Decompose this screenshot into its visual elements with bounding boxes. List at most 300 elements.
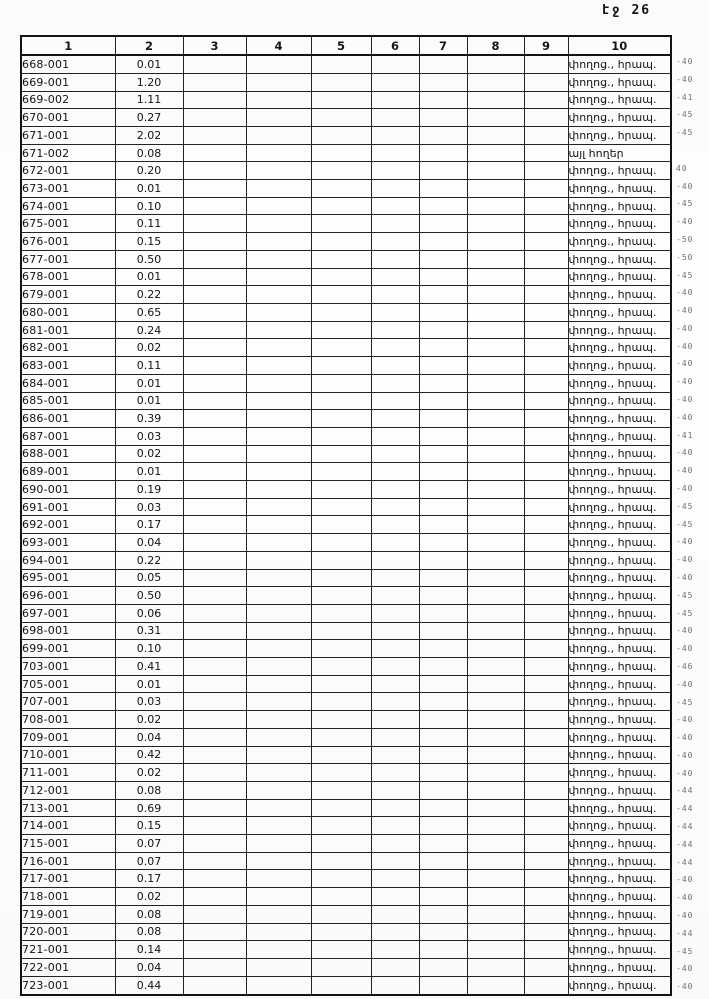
cell-parcel-code: 719-001	[21, 905, 115, 923]
cell-parcel-code: 715-001	[21, 835, 115, 853]
cell-empty	[524, 445, 568, 463]
cell-land-use: փողոց., հրապ.	[568, 410, 671, 428]
cell-empty	[419, 91, 467, 109]
cell-land-use: փողոց., հրապ.	[568, 534, 671, 552]
cell-parcel-code: 720-001	[21, 923, 115, 941]
land-register-table	[20, 35, 672, 996]
cell-empty	[246, 693, 311, 711]
cell-empty	[246, 73, 311, 91]
cell-land-use: փողոց., հրապ.	[568, 711, 671, 729]
table-row	[21, 941, 671, 959]
cell-land-use: փողոց., հրապ.	[568, 321, 671, 339]
cell-parcel-code: 718-001	[21, 888, 115, 906]
cell-empty	[524, 888, 568, 906]
cell-empty	[311, 976, 371, 995]
table-row	[21, 516, 671, 534]
cell-empty	[419, 888, 467, 906]
cell-empty	[246, 516, 311, 534]
cell-empty	[467, 197, 524, 215]
cell-area-value: 0.10	[115, 197, 183, 215]
cell-empty	[246, 268, 311, 286]
cell-area-value: 0.65	[115, 303, 183, 321]
cell-area-value: 0.02	[115, 888, 183, 906]
cell-empty	[183, 286, 246, 304]
cell-empty	[371, 197, 419, 215]
cell-empty	[524, 463, 568, 481]
cell-empty	[524, 746, 568, 764]
cell-empty	[467, 73, 524, 91]
cell-empty	[419, 55, 467, 73]
cell-empty	[246, 923, 311, 941]
cell-area-value: 0.03	[115, 498, 183, 516]
margin-note: -40	[676, 181, 694, 191]
cell-empty	[524, 250, 568, 268]
cell-empty	[467, 569, 524, 587]
cell-empty	[183, 658, 246, 676]
cell-land-use: փողոց., հրապ.	[568, 233, 671, 251]
cell-empty	[419, 233, 467, 251]
cell-area-value: 0.17	[115, 870, 183, 888]
cell-empty	[524, 658, 568, 676]
cell-parcel-code: 722-001	[21, 959, 115, 977]
cell-empty	[419, 126, 467, 144]
cell-empty	[183, 233, 246, 251]
cell-empty	[467, 498, 524, 516]
cell-empty	[311, 250, 371, 268]
cell-parcel-code: 671-001	[21, 126, 115, 144]
cell-empty	[524, 870, 568, 888]
cell-empty	[371, 817, 419, 835]
cell-area-value: 0.22	[115, 551, 183, 569]
cell-land-use: փողոց., հրապ.	[568, 817, 671, 835]
cell-empty	[419, 693, 467, 711]
cell-empty	[419, 498, 467, 516]
cell-empty	[467, 445, 524, 463]
cell-empty	[524, 126, 568, 144]
cell-empty	[467, 233, 524, 251]
cell-empty	[246, 498, 311, 516]
cell-empty	[467, 888, 524, 906]
cell-land-use: փողոց., հրապ.	[568, 268, 671, 286]
cell-empty	[419, 728, 467, 746]
cell-empty	[246, 888, 311, 906]
cell-land-use: փողոց., հրապ.	[568, 427, 671, 445]
cell-parcel-code: 693-001	[21, 534, 115, 552]
cell-empty	[246, 658, 311, 676]
cell-empty	[183, 126, 246, 144]
cell-empty	[524, 764, 568, 782]
cell-empty	[311, 693, 371, 711]
cell-empty	[183, 321, 246, 339]
cell-empty	[419, 73, 467, 91]
cell-empty	[371, 233, 419, 251]
cell-empty	[183, 427, 246, 445]
cell-empty	[419, 481, 467, 499]
cell-empty	[371, 303, 419, 321]
column-header-4: 4	[246, 36, 311, 55]
cell-empty	[524, 73, 568, 91]
table-row	[21, 817, 671, 835]
table-row	[21, 144, 671, 162]
cell-empty	[183, 587, 246, 605]
cell-empty	[246, 835, 311, 853]
margin-note: -41	[676, 92, 694, 102]
margin-note: -50	[676, 234, 694, 244]
cell-area-value: 0.10	[115, 640, 183, 658]
cell-empty	[183, 675, 246, 693]
cell-empty	[419, 374, 467, 392]
cell-empty	[246, 551, 311, 569]
cell-empty	[524, 959, 568, 977]
cell-empty	[467, 215, 524, 233]
cell-land-use: փողոց., հրապ.	[568, 215, 671, 233]
table-row	[21, 286, 671, 304]
cell-empty	[524, 91, 568, 109]
cell-empty	[183, 91, 246, 109]
cell-empty	[371, 215, 419, 233]
margin-note: -40	[676, 412, 694, 422]
cell-empty	[246, 392, 311, 410]
cell-empty	[524, 55, 568, 73]
cell-empty	[246, 799, 311, 817]
table-row	[21, 569, 671, 587]
cell-empty	[371, 675, 419, 693]
cell-empty	[524, 180, 568, 198]
cell-empty	[419, 410, 467, 428]
margin-note: -41	[676, 430, 694, 440]
cell-empty	[246, 463, 311, 481]
cell-empty	[467, 109, 524, 127]
cell-land-use: փողոց., հրապ.	[568, 126, 671, 144]
cell-empty	[467, 746, 524, 764]
cell-empty	[419, 339, 467, 357]
margin-annotations	[676, 53, 706, 996]
table-row	[21, 357, 671, 375]
cell-empty	[311, 339, 371, 357]
cell-empty	[419, 357, 467, 375]
cell-land-use: փողոց., հրապ.	[568, 91, 671, 109]
column-header-8: 8	[467, 36, 524, 55]
cell-empty	[183, 905, 246, 923]
margin-note: -40	[676, 893, 694, 903]
cell-land-use: փողոց., հրապ.	[568, 250, 671, 268]
cell-empty	[524, 498, 568, 516]
cell-land-use: այլ հողեր	[568, 144, 671, 162]
cell-empty	[311, 587, 371, 605]
cell-empty	[524, 923, 568, 941]
cell-empty	[467, 959, 524, 977]
cell-parcel-code: 680-001	[21, 303, 115, 321]
cell-empty	[183, 976, 246, 995]
cell-empty	[467, 410, 524, 428]
cell-empty	[183, 180, 246, 198]
cell-empty	[311, 941, 371, 959]
cell-empty	[311, 870, 371, 888]
cell-empty	[467, 144, 524, 162]
cell-empty	[246, 959, 311, 977]
cell-empty	[371, 463, 419, 481]
cell-empty	[419, 303, 467, 321]
margin-note: -40	[676, 626, 694, 636]
cell-empty	[419, 923, 467, 941]
cell-parcel-code: 675-001	[21, 215, 115, 233]
cell-empty	[467, 852, 524, 870]
cell-empty	[419, 286, 467, 304]
cell-empty	[419, 658, 467, 676]
cell-parcel-code: 708-001	[21, 711, 115, 729]
cell-parcel-code: 713-001	[21, 799, 115, 817]
cell-land-use: փողոց., հրապ.	[568, 569, 671, 587]
cell-empty	[311, 728, 371, 746]
cell-empty	[311, 215, 371, 233]
cell-empty	[419, 764, 467, 782]
margin-note: -45	[676, 608, 694, 618]
table-row	[21, 835, 671, 853]
cell-empty	[419, 516, 467, 534]
cell-land-use: փողոց., հրապ.	[568, 303, 671, 321]
cell-empty	[524, 569, 568, 587]
cell-empty	[246, 286, 311, 304]
table-row	[21, 675, 671, 693]
cell-empty	[183, 569, 246, 587]
cell-area-value: 0.17	[115, 516, 183, 534]
cell-land-use: փողոց., հրապ.	[568, 870, 671, 888]
cell-land-use: փողոց., հրապ.	[568, 481, 671, 499]
cell-empty	[183, 516, 246, 534]
cell-empty	[246, 711, 311, 729]
cell-empty	[419, 870, 467, 888]
cell-area-value: 0.03	[115, 693, 183, 711]
cell-area-value: 0.01	[115, 675, 183, 693]
cell-empty	[467, 923, 524, 941]
cell-land-use: փողոց., հրապ.	[568, 392, 671, 410]
table-row	[21, 126, 671, 144]
cell-area-value: 0.14	[115, 941, 183, 959]
cell-land-use: փողոց., հրապ.	[568, 746, 671, 764]
cell-empty	[311, 55, 371, 73]
cell-area-value: 0.02	[115, 764, 183, 782]
table-row	[21, 711, 671, 729]
cell-area-value: 0.50	[115, 250, 183, 268]
table-row	[21, 197, 671, 215]
cell-area-value: 2.02	[115, 126, 183, 144]
cell-empty	[183, 498, 246, 516]
cell-parcel-code: 695-001	[21, 569, 115, 587]
cell-empty	[467, 905, 524, 923]
cell-empty	[419, 551, 467, 569]
table-row	[21, 870, 671, 888]
cell-empty	[183, 622, 246, 640]
cell-empty	[311, 835, 371, 853]
cell-empty	[524, 799, 568, 817]
cell-empty	[467, 587, 524, 605]
cell-empty	[183, 109, 246, 127]
cell-empty	[371, 835, 419, 853]
cell-parcel-code: 691-001	[21, 498, 115, 516]
cell-empty	[246, 250, 311, 268]
cell-parcel-code: 692-001	[21, 516, 115, 534]
cell-empty	[371, 516, 419, 534]
cell-empty	[371, 640, 419, 658]
margin-note: -44	[676, 839, 694, 849]
cell-empty	[311, 817, 371, 835]
cell-parcel-code: 717-001	[21, 870, 115, 888]
cell-land-use: փողոց., հրապ.	[568, 604, 671, 622]
cell-empty	[311, 781, 371, 799]
cell-empty	[524, 516, 568, 534]
cell-land-use: փողոց., հրապ.	[568, 959, 671, 977]
column-header-10: 10	[568, 36, 671, 55]
cell-empty	[371, 162, 419, 180]
cell-area-value: 0.31	[115, 622, 183, 640]
cell-empty	[183, 357, 246, 375]
cell-area-value: 0.44	[115, 976, 183, 995]
table-row	[21, 976, 671, 995]
cell-empty	[524, 392, 568, 410]
margin-note: -45	[676, 128, 694, 138]
cell-empty	[467, 321, 524, 339]
cell-empty	[311, 658, 371, 676]
cell-area-value: 0.08	[115, 144, 183, 162]
table-row	[21, 445, 671, 463]
cell-empty	[246, 357, 311, 375]
cell-area-value: 0.15	[115, 233, 183, 251]
cell-empty	[311, 233, 371, 251]
cell-empty	[183, 852, 246, 870]
cell-empty	[183, 162, 246, 180]
cell-empty	[246, 976, 311, 995]
header-row	[21, 36, 671, 55]
margin-note: -40	[676, 74, 694, 84]
cell-empty	[524, 427, 568, 445]
margin-note: -40	[676, 341, 694, 351]
cell-empty	[183, 73, 246, 91]
cell-area-value: 0.39	[115, 410, 183, 428]
cell-empty	[419, 268, 467, 286]
cell-empty	[311, 516, 371, 534]
cell-empty	[524, 781, 568, 799]
cell-empty	[371, 445, 419, 463]
cell-area-value: 0.22	[115, 286, 183, 304]
cell-empty	[524, 622, 568, 640]
cell-empty	[246, 445, 311, 463]
cell-empty	[246, 481, 311, 499]
cell-empty	[183, 339, 246, 357]
cell-parcel-code: 694-001	[21, 551, 115, 569]
cell-area-value: 0.02	[115, 339, 183, 357]
cell-empty	[419, 711, 467, 729]
cell-land-use: փողոց., հրապ.	[568, 498, 671, 516]
table-row	[21, 587, 671, 605]
table-row	[21, 215, 671, 233]
cell-empty	[246, 303, 311, 321]
cell-empty	[311, 622, 371, 640]
table-row	[21, 905, 671, 923]
cell-area-value: 1.11	[115, 91, 183, 109]
cell-empty	[311, 764, 371, 782]
cell-area-value: 0.27	[115, 109, 183, 127]
cell-empty	[467, 126, 524, 144]
cell-empty	[419, 569, 467, 587]
cell-area-value: 0.01	[115, 268, 183, 286]
cell-land-use: փողոց., հրապ.	[568, 180, 671, 198]
cell-land-use: փողոց., հրապ.	[568, 551, 671, 569]
table-row	[21, 728, 671, 746]
cell-empty	[183, 392, 246, 410]
cell-land-use: փողոց., հրապ.	[568, 622, 671, 640]
cell-empty	[246, 675, 311, 693]
cell-empty	[467, 711, 524, 729]
cell-area-value: 0.50	[115, 587, 183, 605]
cell-empty	[467, 481, 524, 499]
cell-empty	[467, 781, 524, 799]
cell-empty	[467, 941, 524, 959]
cell-area-value: 0.07	[115, 852, 183, 870]
cell-empty	[467, 357, 524, 375]
cell-empty	[183, 250, 246, 268]
cell-empty	[246, 126, 311, 144]
cell-empty	[524, 835, 568, 853]
cell-empty	[183, 959, 246, 977]
cell-empty	[183, 888, 246, 906]
cell-land-use: փողոց., հրապ.	[568, 781, 671, 799]
cell-land-use: փողոց., հրապ.	[568, 675, 671, 693]
cell-empty	[246, 321, 311, 339]
cell-empty	[371, 551, 419, 569]
cell-empty	[524, 604, 568, 622]
cell-empty	[311, 711, 371, 729]
cell-parcel-code: 671-002	[21, 144, 115, 162]
cell-empty	[183, 781, 246, 799]
cell-empty	[371, 976, 419, 995]
cell-empty	[371, 604, 419, 622]
margin-note: -40	[676, 359, 694, 369]
cell-empty	[246, 410, 311, 428]
cell-empty	[246, 55, 311, 73]
cell-empty	[419, 905, 467, 923]
cell-empty	[311, 445, 371, 463]
cell-empty	[467, 817, 524, 835]
cell-parcel-code: 699-001	[21, 640, 115, 658]
cell-parcel-code: 707-001	[21, 693, 115, 711]
margin-note: -40	[676, 768, 694, 778]
cell-parcel-code: 705-001	[21, 675, 115, 693]
cell-empty	[524, 675, 568, 693]
cell-empty	[467, 180, 524, 198]
cell-area-value: 0.02	[115, 445, 183, 463]
cell-empty	[419, 746, 467, 764]
cell-parcel-code: 721-001	[21, 941, 115, 959]
cell-land-use: փողոց., հրապ.	[568, 835, 671, 853]
margin-note: -40	[676, 733, 694, 743]
cell-area-value: 0.01	[115, 55, 183, 73]
cell-empty	[183, 817, 246, 835]
cell-empty	[524, 109, 568, 127]
cell-empty	[311, 923, 371, 941]
cell-empty	[371, 711, 419, 729]
cell-empty	[246, 746, 311, 764]
cell-empty	[246, 534, 311, 552]
cell-empty	[246, 587, 311, 605]
cell-area-value: 0.41	[115, 658, 183, 676]
cell-land-use: փողոց., հրապ.	[568, 286, 671, 304]
cell-empty	[371, 852, 419, 870]
cell-empty	[246, 233, 311, 251]
cell-parcel-code: 710-001	[21, 746, 115, 764]
margin-note: -45	[676, 590, 694, 600]
cell-empty	[419, 781, 467, 799]
cell-empty	[419, 976, 467, 995]
